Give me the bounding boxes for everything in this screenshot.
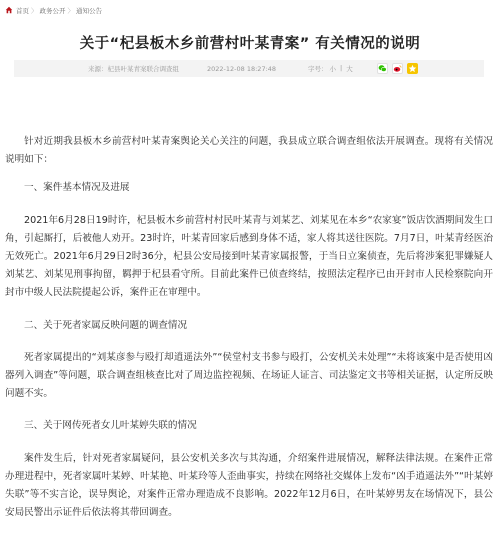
breadcrumb-zhengwu[interactable]: 政务公开 (39, 6, 66, 15)
favorite-star-icon[interactable] (407, 63, 418, 74)
share-icons (377, 63, 418, 74)
breadcrumb (5, 3, 102, 17)
section-1-paragraph: 2021年6月28日19时许，杞县板木乡前营村村民叶某青与刘某艺、刘某见在本乡“农家宴”饭店饮酒期间发生口角，引起厮打，后被他人劝开。23时许，叶某青回家后感到身体不适，家人将其送往医院。7月7日，叶某青经医治无效死亡。2021年6月29日2时36分，杞县公安局接到叶某青家属报警，于当日立案侦查，先后将涉案犯罪嫌疑人刘某艺、刘某见刑事拘留，羁押于杞县看守所。目前此案件已侦查终结，按照法定程序已由开封市人民检察院向开封市中级人民法院提起公诉，案件正在审理中。 (5, 214, 493, 299)
font-size-label: 字号： (308, 65, 328, 73)
section-2-heading: 二、关于死者家属反映问题的调查情况 (24, 319, 188, 331)
font-large-button[interactable]: 大 (346, 65, 353, 73)
article-date: 2022-12-08 18:27:48 (207, 64, 277, 73)
font-small-button[interactable]: 小 (329, 65, 337, 73)
article-meta-bar (14, 60, 484, 77)
intro-paragraph: 针对近期我县板木乡前营村叶某青案舆论关心关注的问题，我县成立联合调查组依法开展调查。现将有关情况说明如下： (5, 136, 493, 166)
section-3-heading: 三、关于网传死者女儿叶某婷失联的情况 (24, 420, 197, 432)
wechat-share-icon[interactable] (377, 63, 388, 74)
home-icon[interactable] (5, 6, 13, 14)
breadcrumb-separator: 〉 (31, 6, 38, 15)
weibo-share-icon[interactable] (392, 63, 403, 74)
font-size-separator: | (340, 64, 343, 72)
breadcrumb-notices[interactable]: 通知公告 (76, 6, 102, 15)
font-size-control (308, 64, 355, 73)
section-1-heading: 一、案件基本情况及进展 (24, 182, 130, 194)
page-title: 关于“杞县板木乡前营村叶某青案” 有关情况的说明 (79, 36, 421, 52)
section-3-paragraph: 案件发生后，针对死者家属疑问，县公安机关多次与其沟通，介绍案件进展情况，解释法律法规。在案件正常办理进程中，死者家属叶某婷、叶某艳、叶某玲等人歪曲事实，持续在网络社交媒体上发布“凶手逍遥法外”“叶某婷失联”等不实言论，误导舆论，对案件正常办理造成不良影响。2022年12月6日，在叶某婷男友在场情况下，县公安局民警出示证件后依法将其带回调查。 (5, 452, 493, 519)
breadcrumb-separator: 〉 (67, 6, 74, 15)
article-source: 来源：杞县叶某青案联合调查组 (88, 65, 179, 73)
section-2-paragraph: 死者家属提出的“刘某彦参与殴打却逍遥法外”“侯堂村支书参与殴打，公安机关未处理”“未将该案中是否使用凶器列入调查”等问题，联合调查组核查比对了周边监控视频、在场证人证言、司法鉴定文书等相关证据，认定所反映问题不实。 (5, 351, 493, 400)
article-body (5, 133, 493, 522)
breadcrumb-home[interactable]: 首页 (16, 6, 29, 15)
